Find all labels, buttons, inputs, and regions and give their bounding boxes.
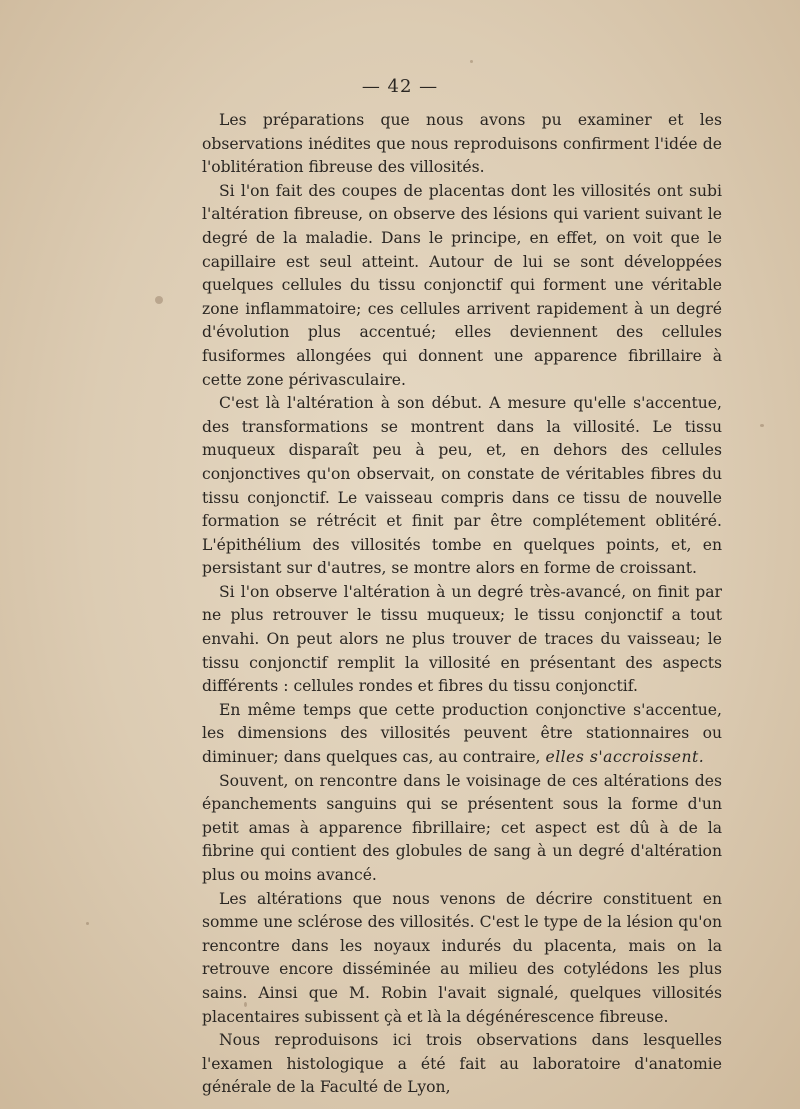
paper-speck [155,296,163,304]
paragraph-5 [202,699,722,770]
paragraph-6: Souvent, on rencontre dans le voisinage de ces altérations des épanchements sanguins qui se présentent sous la forme d'un petit amas à apparence fibrillaire; cet aspect est dû à de la fibrine qui contient des globules de sang à un degré d'altération plus ou moins avancé. [202,771,722,884]
paper-speck [760,424,764,427]
paper-speck [470,60,473,63]
paragraph-1: Les préparations que nous avons pu examiner et les observations inédites que nous reproduisons confirment l'idée de l'oblitération fibreuse des villosités. [202,111,722,177]
paragraph-2: Si l'on fait des coupes de placentas dont les villosités ont subi l'altération fibreuse, on observe des lésions qui varient suivant le degré de la maladie. Dans le principe, en effet, on voit que le capillaire est seul atteint. Autour de lui se sont développées quelques cellules du tissu conjonctif qui forment une véritable zone inflammatoire; ces cellules arrivent rapidement à un degré d'évolution plus accentué; elles deviennent des cellules fusiformes allongées qui donnent une apparence fibrillaire à cette zone périvasculaire. [202,181,722,389]
paragraph-3: C'est là l'altération à son début. A mesure qu'elle s'accentue, des transformations se montrent dans la villosité. Le tissu muqueux disparaît peu à peu, et, en dehors des cellules conjonctives qu'on observait, on constate de véritables fibres du tissu conjonctif. Le vaisseau compris dans ce tissu de nouvelle formation se rétrécit et finit par être complétement oblitéré. L'épithélium des villosités tombe en quelques points, et, en persistant sur d'autres, se montre alors en forme de croissant. [202,394,722,578]
body-text [202,109,722,1100]
paragraph-5-emphasis: elles s'accroissent. [545,748,705,767]
paragraph-4: Si l'on observe l'altération à un degré très-avancé, on finit par ne plus retrouver le tissu muqueux; le tissu conjonctif a tout envahi. On peut alors ne plus trouver de traces du vaisseau; le tissu conjonctif remplit la villosité en présentant des aspects différents : cellules rondes et fibres du tissu conjonctif. [202,582,722,696]
paper-speck [244,1002,247,1007]
paragraph-8: Nous reproduisons ici trois observations dans lesquelles l'examen histologique a été fait au laboratoire d'anatomie générale de la Faculté de Lyon, [202,1031,722,1097]
paragraph-7: Les altérations que nous venons de décrire constituent en somme une sclérose des villosités. C'est le type de la lésion qu'on rencontre dans les noyaux indurés du placenta, mais on la retrouve encore disséminée au milieu des cotylédons les plus sains. Ainsi que M. Robin l'avait signalé, quelques villosités placentaires subissent çà et là la dégénérescence fibreuse. [202,889,722,1026]
page-number: — 42 — [361,76,439,97]
paper-speck [86,922,89,925]
paragraph-5-text: En même temps que cette production conjonctive s'accentue, les dimensions des villosités peuvent être stationnaires ou diminuer; dans quelques cas, au contraire, [202,700,722,767]
